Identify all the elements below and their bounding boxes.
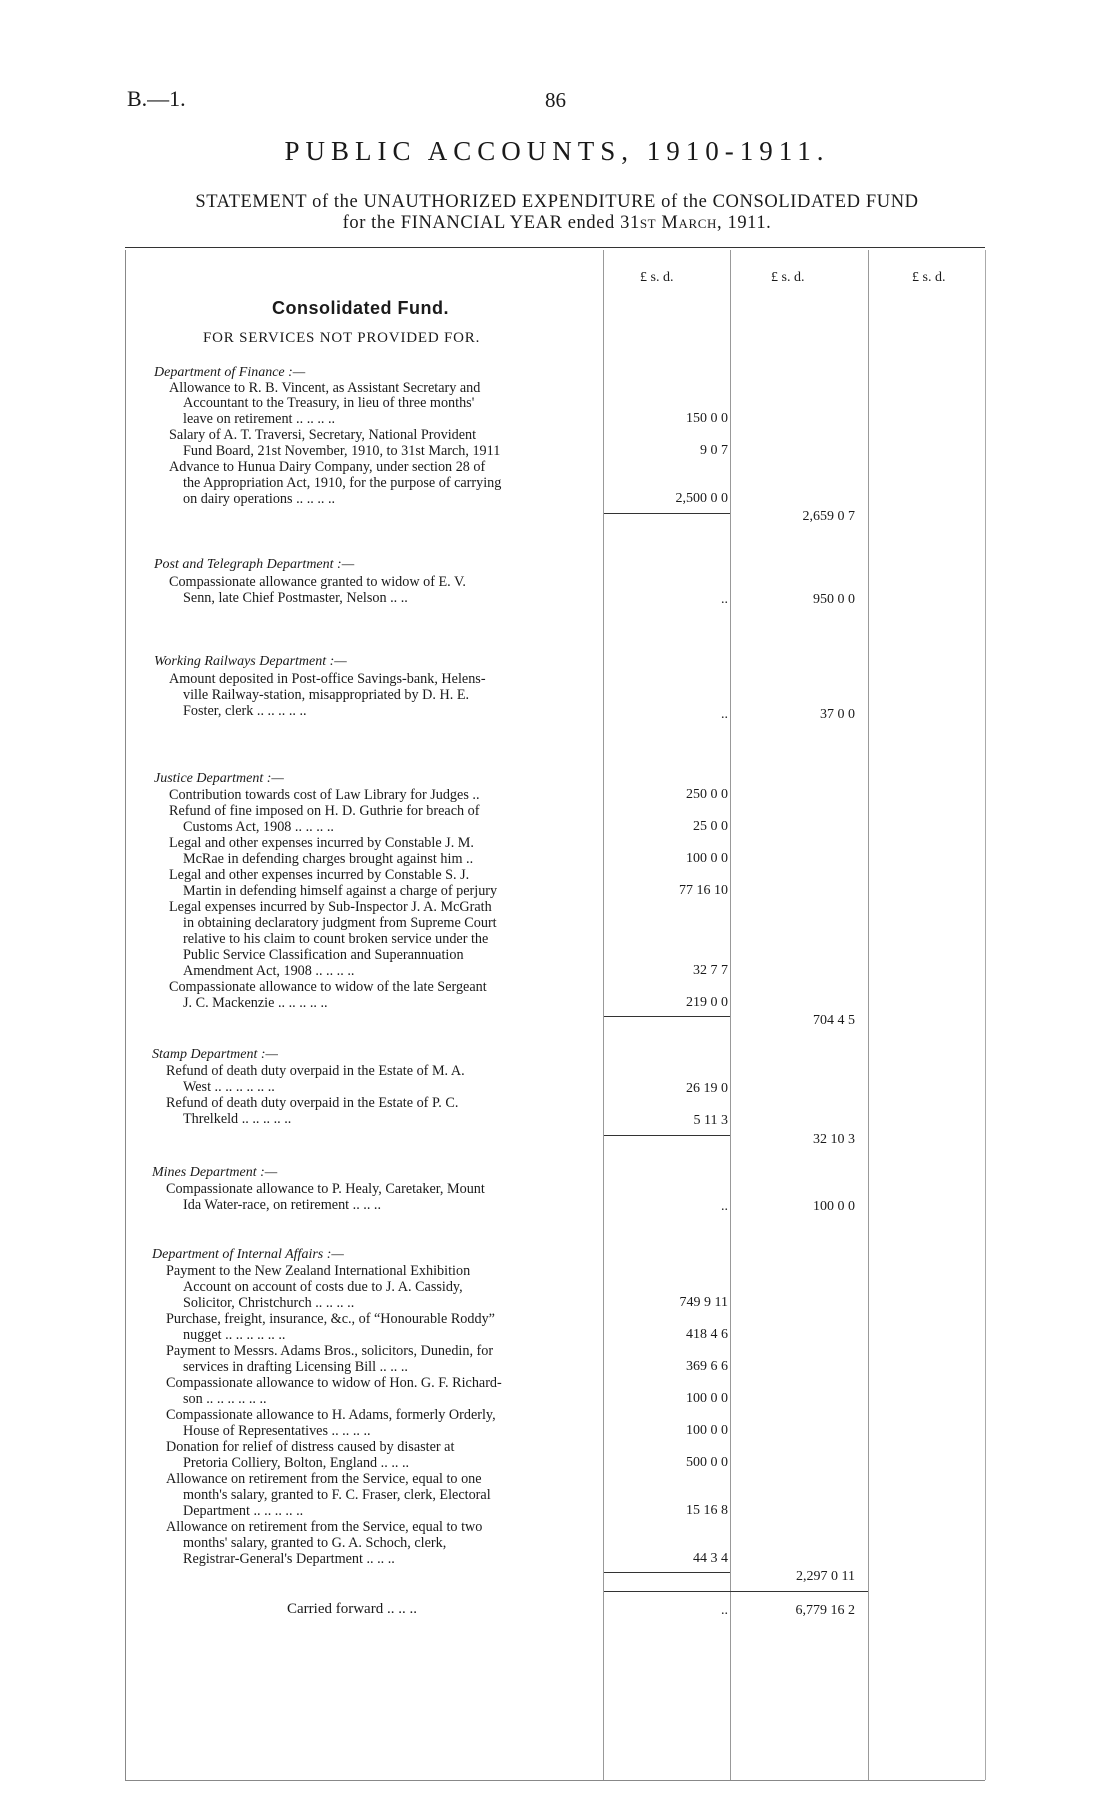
statement-title-line2: for the FINANCIAL YEAR ended 31ST MARCH, 1911. — [342, 213, 772, 233]
text-line: West .. .. .. .. .. .. — [183, 1079, 275, 1095]
amount-cell: 2,500 0 0 — [675, 491, 728, 506]
fund-title: Consolidated Fund. — [272, 298, 449, 318]
text-line: Foster, clerk .. .. .. .. .. — [183, 703, 307, 719]
text-line: on dairy operations .. .. .. .. — [183, 491, 336, 507]
page-number: 86 — [545, 88, 566, 112]
text-line: Advance to Hunua Dairy Company, under section 28 of — [169, 459, 486, 475]
amount-cell: 5 11 3 — [693, 1113, 728, 1128]
amount-cell: 369 6 6 — [686, 1359, 728, 1374]
text-line: Registrar-General's Department .. .. .. — [183, 1551, 395, 1567]
text-line: months' salary, granted to G. A. Schoch, clerk, — [183, 1535, 447, 1551]
text-line: Amendment Act, 1908 .. .. .. .. — [183, 963, 355, 979]
text-line: Payment to the New Zealand International Exhibition — [166, 1263, 471, 1279]
subtotal-cell: 37 0 0 — [820, 707, 855, 722]
text-line: Threlkeld .. .. .. .. .. — [183, 1111, 292, 1127]
text-line: Donation for relief of distress caused by disaster at — [166, 1439, 455, 1455]
carried-forward-label: Carried forward .. .. .. — [287, 1601, 417, 1617]
text-line: House of Representatives .. .. .. .. — [183, 1423, 371, 1439]
text-line: Compassionate allowance to H. Adams, formerly Orderly, — [166, 1407, 496, 1423]
total-rule — [604, 1591, 868, 1592]
text-line: Martin in defending himself against a charge of perjury — [183, 883, 498, 899]
column-rule-2 — [730, 250, 731, 1780]
text-line: Purchase, freight, insurance, &c., of “Honourable Roddy” — [166, 1311, 495, 1327]
amount-cell: 77 16 10 — [679, 883, 728, 898]
text-line: Accountant to the Treasury, in lieu of three months' — [183, 395, 475, 411]
column-heading-3: £ s. d. — [912, 270, 946, 285]
column-rule-1 — [603, 250, 604, 1780]
amount-cell: 150 0 0 — [686, 411, 728, 426]
text-line: Refund of fine imposed on H. D. Guthrie for breach of — [169, 803, 480, 819]
text-line: Refund of death duty overpaid in the Estate of P. C. — [166, 1095, 459, 1111]
amount-cell: 749 9 11 — [679, 1295, 728, 1310]
text-line: relative to his claim to count broken service under the — [183, 931, 489, 947]
subtotal-cell: 950 0 0 — [813, 592, 855, 607]
statement-title-line1: STATEMENT of the UNAUTHORIZED EXPENDITURE of the CONSOLIDATED FUND — [195, 192, 919, 212]
section-heading-railways: Working Railways Department :— — [154, 654, 347, 669]
text-line: Payment to Messrs. Adams Bros., solicitors, Dunedin, for — [166, 1343, 494, 1359]
subtotal-cell: 704 4 5 — [813, 1013, 855, 1028]
text-line: Compassionate allowance to widow of the late Sergeant — [169, 979, 487, 995]
text-line: Refund of death duty overpaid in the Estate of M. A. — [166, 1063, 465, 1079]
subtotal-cell: 2,297 0 11 — [796, 1569, 855, 1584]
text-line: Pretoria Colliery, Bolton, England .. .. .. — [183, 1455, 410, 1471]
amount-cell: 26 19 0 — [686, 1081, 728, 1096]
text-line: Compassionate allowance to P. Healy, Caretaker, Mount — [166, 1181, 485, 1197]
text-line: Legal and other expenses incurred by Constable S. J. — [169, 867, 470, 883]
column-heading-1: £ s. d. — [640, 270, 674, 285]
section-heading-finance: Department of Finance :— — [154, 365, 306, 380]
subtotal-rule — [604, 1572, 730, 1573]
amount-cell: 100 0 0 — [686, 851, 728, 866]
carried-forward-total: 6,779 16 2 — [795, 1603, 855, 1618]
section-heading-post-telegraph: Post and Telegraph Department :— — [154, 557, 355, 572]
table-top-rule — [125, 247, 985, 248]
page-title: PUBLIC ACCOUNTS, 1910-1911. — [284, 136, 830, 166]
text-line: Ida Water-race, on retirement .. .. .. — [183, 1197, 382, 1213]
text-line: Salary of A. T. Traversi, Secretary, National Provident — [169, 427, 477, 443]
table-right-rule — [985, 250, 986, 1780]
amount-cell: 250 0 0 — [686, 787, 728, 802]
amount-cell: 100 0 0 — [686, 1423, 728, 1438]
table-bottom-rule — [125, 1780, 985, 1781]
text-line: Allowance on retirement from the Service, equal to two — [166, 1519, 483, 1535]
subtotal-rule — [604, 513, 730, 514]
text-line: Compassionate allowance to widow of Hon. G. F. Richard- — [166, 1375, 502, 1391]
text-line: Fund Board, 21st November, 1910, to 31st March, 1911 — [183, 443, 501, 459]
subtotal-rule — [604, 1135, 730, 1136]
section-heading-mines: Mines Department :— — [152, 1165, 278, 1180]
text-line: nugget .. .. .. .. .. .. — [183, 1327, 286, 1343]
subtotal-cell: 2,659 0 7 — [802, 509, 855, 524]
text-line: Compassionate allowance granted to widow of E. V. — [169, 574, 466, 590]
amount-cell: 9 0 7 — [700, 443, 728, 458]
amount-cell: 25 0 0 — [693, 819, 728, 834]
text-line: McRae in defending charges brought against him .. — [183, 851, 474, 867]
text-line: the Appropriation Act, 1910, for the purpose of carrying — [183, 475, 502, 491]
report-reference: B.—1. — [127, 86, 186, 111]
amount-cell: 100 0 0 — [686, 1391, 728, 1406]
amount-cell: 418 4 6 — [686, 1327, 728, 1342]
text-line: Solicitor, Christchurch .. .. .. .. — [183, 1295, 355, 1311]
text-line: Account on account of costs due to J. A. Cassidy, — [183, 1279, 463, 1295]
amount-cell: .. — [721, 1603, 728, 1618]
text-line: services in drafting Licensing Bill .. .. .. — [183, 1359, 408, 1375]
amount-cell: 15 16 8 — [686, 1503, 728, 1518]
text-line: Public Service Classification and Superannuation — [183, 947, 464, 963]
fund-subtitle: FOR SERVICES NOT PROVIDED FOR. — [203, 330, 481, 346]
text-line: son .. .. .. .. .. .. — [183, 1391, 267, 1407]
amount-cell: 219 0 0 — [686, 995, 728, 1010]
text-line: Allowance on retirement from the Service, equal to one — [166, 1471, 482, 1487]
text-line: month's salary, granted to F. C. Fraser, clerk, Electoral — [183, 1487, 491, 1503]
text-line: Contribution towards cost of Law Library for Judges .. — [169, 787, 480, 803]
section-heading-justice: Justice Department :— — [154, 771, 284, 786]
column-heading-2: £ s. d. — [771, 270, 805, 285]
column-rule-3 — [868, 250, 869, 1780]
text-line: Allowance to R. B. Vincent, as Assistant Secretary and — [169, 380, 481, 396]
text-line: Legal and other expenses incurred by Constable J. M. — [169, 835, 474, 851]
text-line: in obtaining declaratory judgment from Supreme Court — [183, 915, 497, 931]
subtotal-rule — [604, 1016, 730, 1017]
amount-cell: .. — [721, 1199, 728, 1214]
section-heading-stamp: Stamp Department :— — [152, 1047, 278, 1062]
amount-cell: .. — [721, 592, 728, 607]
text-line: Legal expenses incurred by Sub-Inspector J. A. McGrath — [169, 899, 492, 915]
amount-cell: .. — [721, 707, 728, 722]
subtotal-cell: 100 0 0 — [813, 1199, 855, 1214]
text-line: Amount deposited in Post-office Savings-bank, Helens- — [169, 671, 486, 687]
text-line: ville Railway-station, misappropriated by D. H. E. — [183, 687, 470, 703]
text-line: Customs Act, 1908 .. .. .. .. — [183, 819, 334, 835]
amount-cell: 32 7 7 — [693, 963, 728, 978]
subtotal-cell: 32 10 3 — [813, 1132, 855, 1147]
amount-cell: 44 3 4 — [693, 1551, 728, 1566]
text-line: Senn, late Chief Postmaster, Nelson .. .. — [183, 590, 408, 606]
text-line: J. C. Mackenzie .. .. .. .. .. — [183, 995, 328, 1011]
text-line: leave on retirement .. .. .. .. — [183, 411, 336, 427]
text-line: Department .. .. .. .. .. — [183, 1503, 304, 1519]
table-left-rule — [125, 250, 126, 1780]
section-heading-internal-affairs: Department of Internal Affairs :— — [152, 1247, 344, 1262]
amount-cell: 500 0 0 — [686, 1455, 728, 1470]
